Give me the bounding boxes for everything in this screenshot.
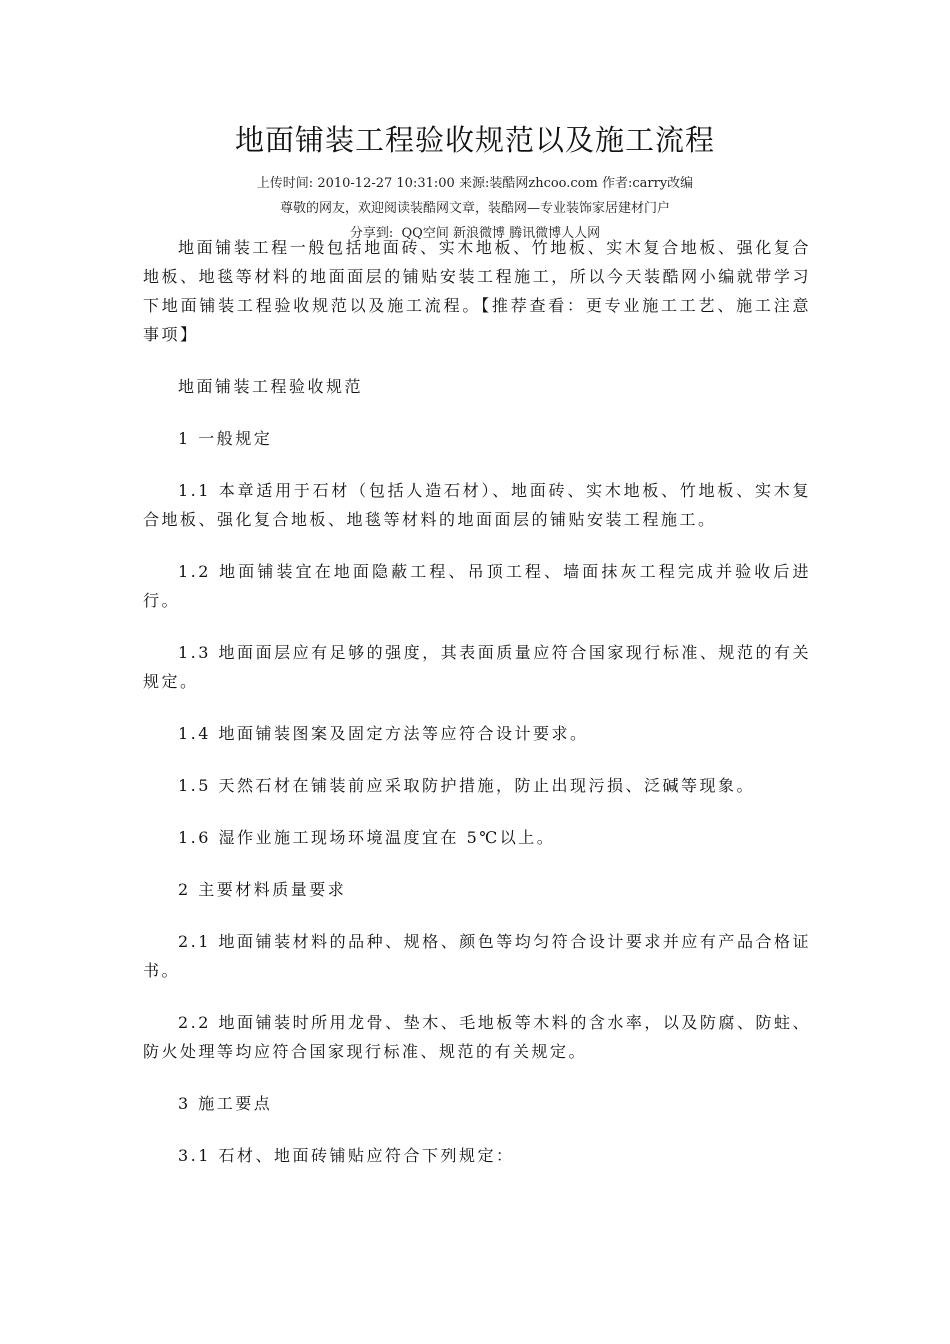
document-title: 地面铺装工程验收规范以及施工流程 — [234, 123, 715, 157]
section-heading: 1 一般规定 — [178, 429, 273, 448]
author-label: 作者: — [601, 176, 633, 191]
body-paragraph: 2.1 地面铺装材料的品种、规格、颜色等均匀符合设计要求并应有产品合格证书。 — [143, 932, 811, 980]
body-paragraph: 2.2 地面铺装时所用龙骨、垫木、毛地板等木料的含水率，以及防腐、防蛀、防火处理等均应符合国家现行标准、规范的有关规定。 — [143, 1013, 811, 1061]
author-name: carry改编 — [632, 176, 694, 191]
share-renren-link[interactable]: 人人网 — [561, 226, 601, 241]
upload-time-label: 上传时间: — [256, 176, 314, 191]
article-meta — [0, 174, 950, 194]
share-label: 分享到: — [349, 226, 394, 241]
share-weibo-link[interactable]: 新浪微博 — [452, 226, 505, 241]
body-paragraph: 1.2 地面铺装宜在地面隐蔽工程、吊顶工程、墙面抹灰工程完成并验收后进行。 — [143, 562, 811, 610]
welcome-line: 尊敬的网友，欢迎阅读装酷网文章，装酷网—专业装饰家居建材门户 — [279, 201, 670, 216]
body-paragraph: 1.6 湿作业施工现场环境温度宜在 5℃以上。 — [178, 828, 556, 847]
source-name: 装酷网zhcoo.com — [489, 176, 598, 191]
section-heading: 地面铺装工程验收规范 — [178, 377, 364, 396]
upload-time: 2010-12-27 10:31:00 — [317, 176, 455, 191]
share-tencent-weibo-link[interactable]: 腾讯微博 — [509, 226, 562, 241]
intro-paragraph: 地面铺装工程一般包括地面砖、实木地板、竹地板、实木复合地板、强化复合地板、地毯等材料的地面面层的铺贴安装工程施工，所以今天装酷网小编就带学习下地面铺装工程验收规范以及施工流程。【推荐查看：更专业施工工艺、施工注意事项】 — [143, 238, 811, 344]
article-body — [143, 233, 811, 1170]
section-heading: 2 主要材料质量要求 — [178, 880, 347, 899]
body-paragraph: 1.1 本章适用于石材（包括人造石材）、地面砖、实木地板、竹地板、实木复合地板、强化复合地板、地毯等材料的地面面层的铺贴安装工程施工。 — [143, 481, 811, 529]
source-label: 来源: — [458, 176, 490, 191]
body-paragraph: 1.4 地面铺装图案及固定方法等应符合设计要求。 — [178, 724, 589, 743]
body-paragraph: 1.5 天然石材在铺装前应采取防护措施，防止出现污损、泛碱等现象。 — [178, 776, 756, 795]
section-heading: 3 施工要点 — [178, 1094, 273, 1113]
body-paragraph: 1.3 地面面层应有足够的强度，其表面质量应符合国家现行标准、规范的有关规定。 — [143, 643, 811, 691]
body-paragraph: 3.1 石材、地面砖铺贴应符合下列规定： — [178, 1146, 515, 1165]
share-qzone-link[interactable]: QQ空间 — [401, 226, 449, 241]
